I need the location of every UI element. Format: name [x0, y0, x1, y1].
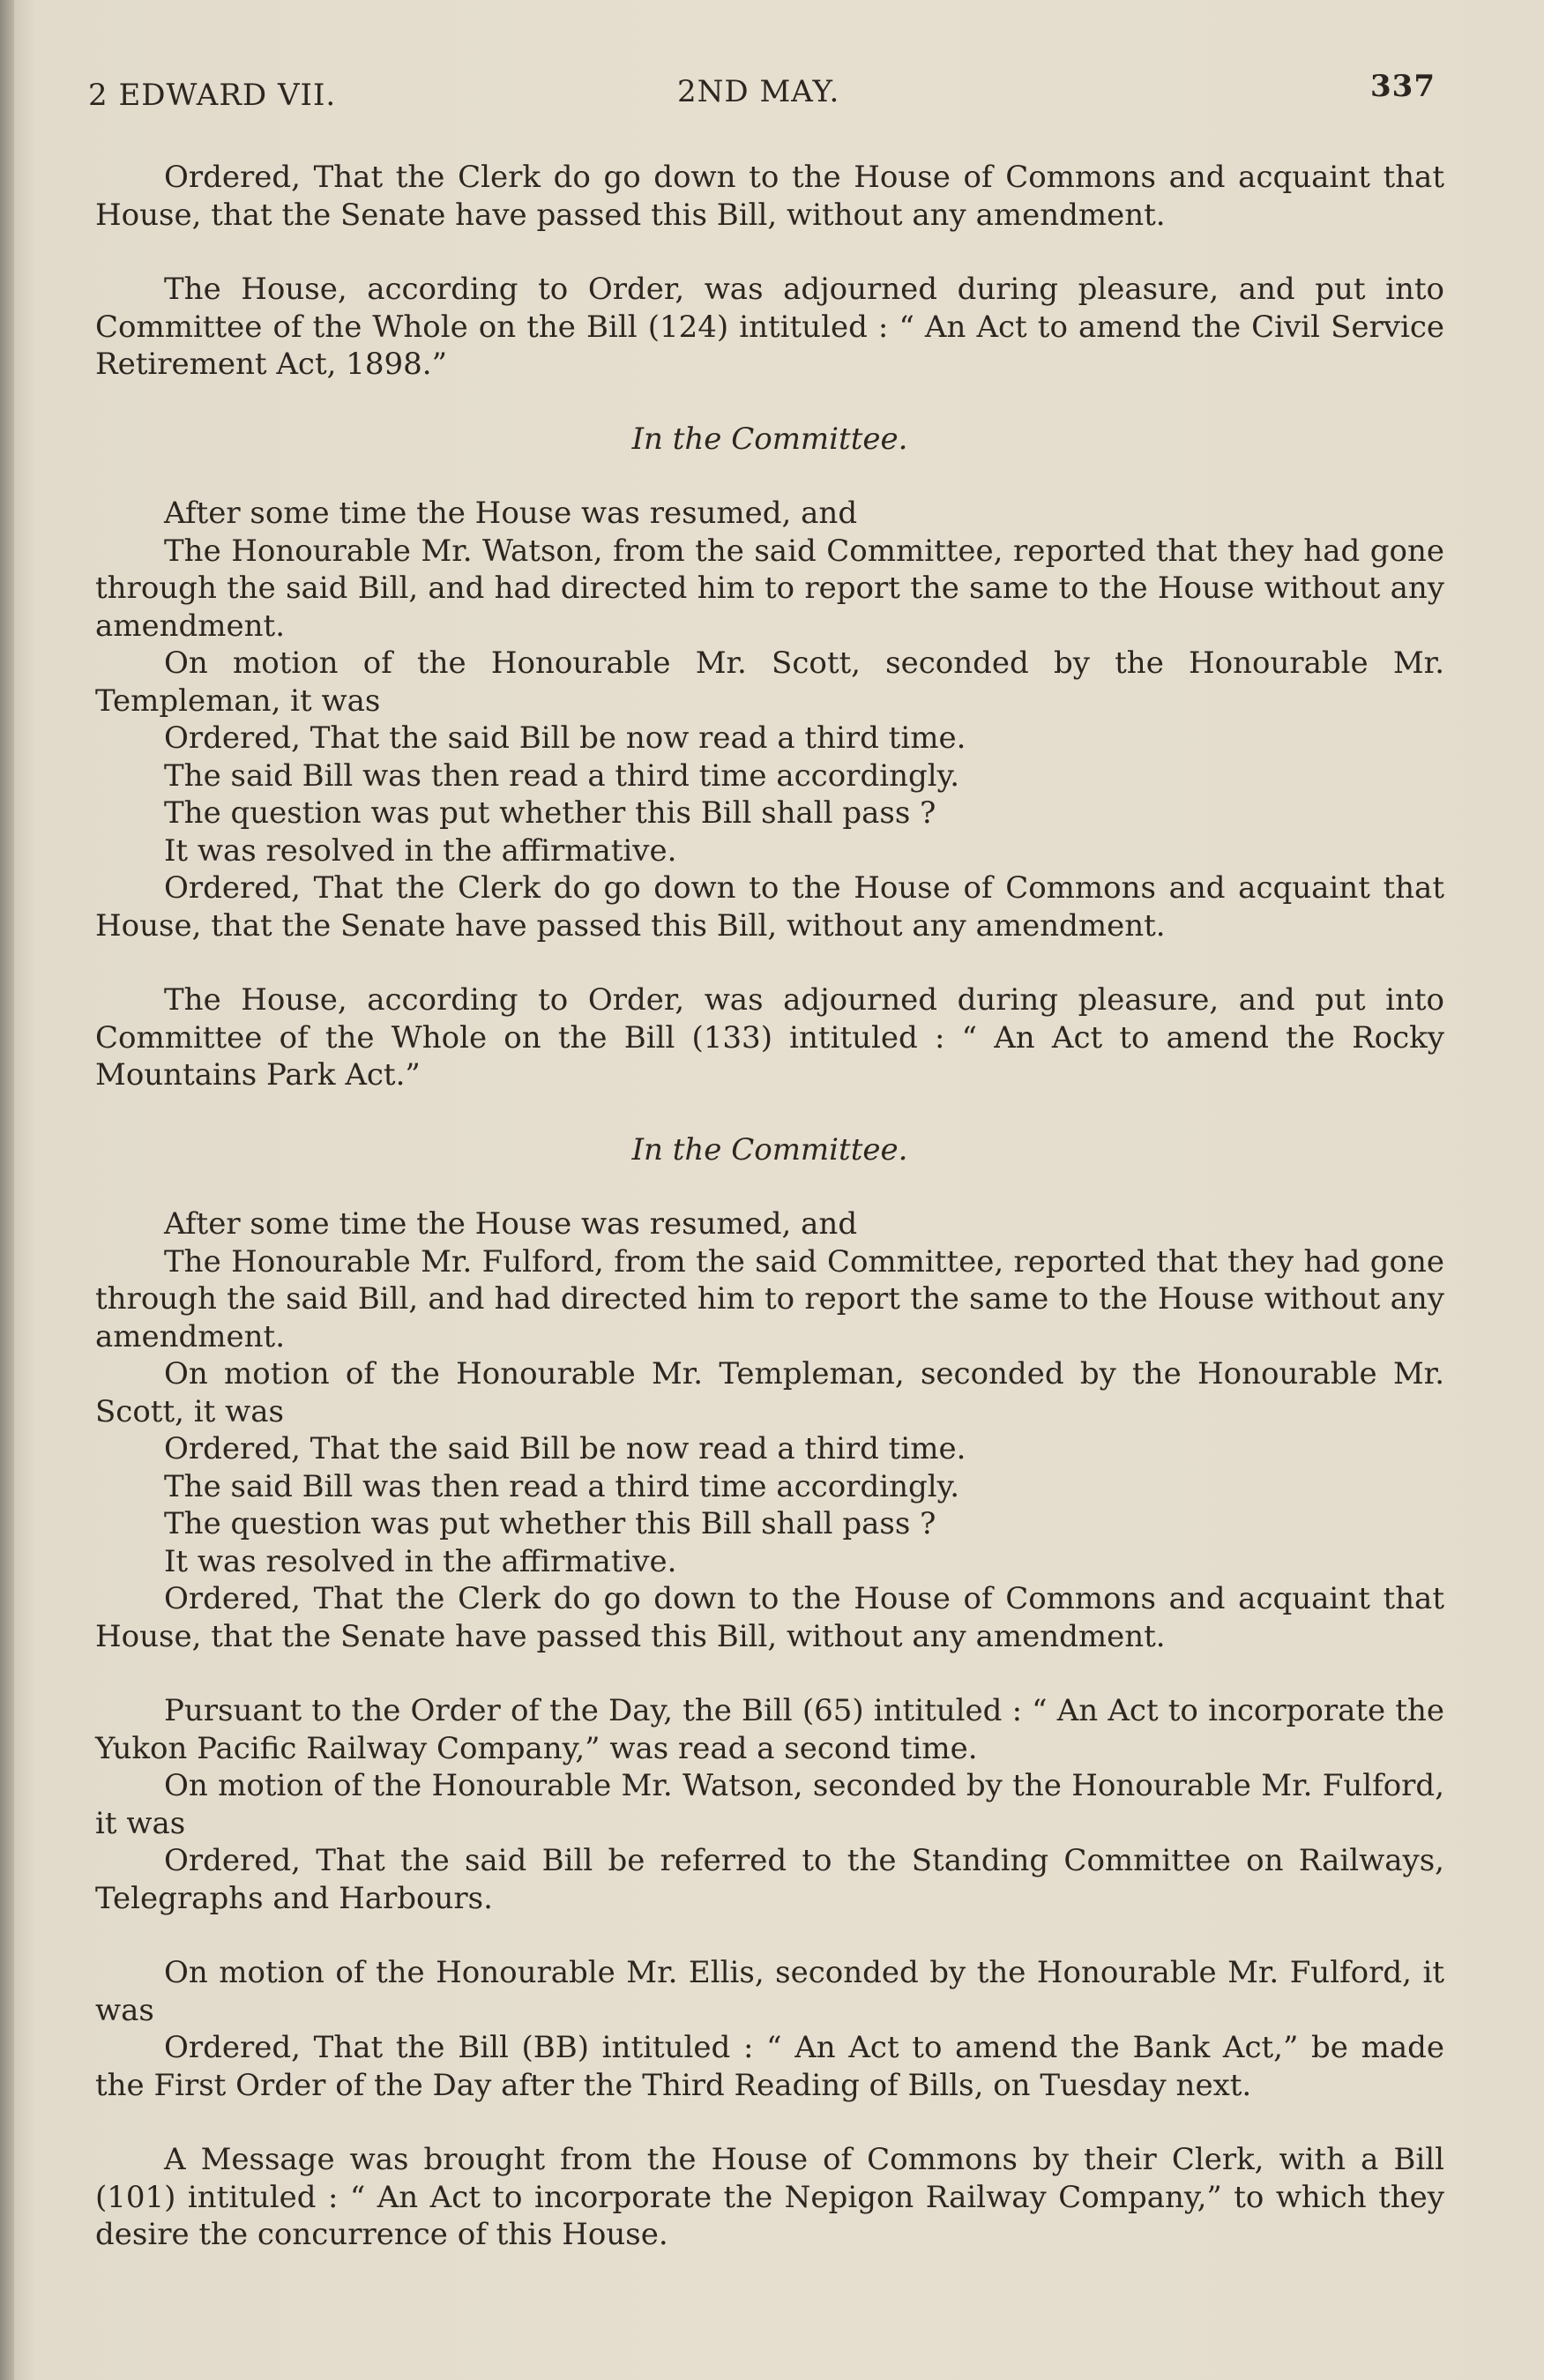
paragraph-gap	[95, 234, 1444, 271]
paragraph: After some time the House was resumed, and	[164, 1206, 858, 1242]
paragraph-gap	[95, 1168, 1444, 1205]
paragraph: The House, according to Order, was adjourned during pleasure, and put into Committee of the Whole on the Bill (124) intituled : “ An Act to amend the Civil Service Retirement Act, 1898.”	[95, 272, 1444, 382]
paragraph-gap	[95, 1917, 1444, 1954]
paragraph-gap	[95, 384, 1444, 421]
paragraph: The House, according to Order, was adjourned during pleasure, and put into Committee of the Whole on the Bill (133) intituled : “ An Act to amend the Rocky Mountains Park Act.”	[95, 982, 1444, 1093]
paragraph: Ordered, That the said Bill be referred to the Standing Committee on Railways, Telegraphs and Harbours.	[95, 1843, 1444, 1916]
page-header	[88, 69, 1446, 113]
paragraph: On motion of the Honourable Mr. Scott, seconded by the Honourable Mr. Templeman, it was	[95, 645, 1444, 719]
paragraph: On motion of the Honourable Mr. Ellis, seconded by the Honourable Mr. Fulford, it was	[95, 1955, 1444, 2028]
paragraph: The Honourable Mr. Watson, from the said Committee, reported that they had gone through the said Bill, and had directed him to report the same to the House without any amendment.	[95, 533, 1444, 644]
paragraph: On motion of the Honourable Mr. Templeman, seconded by the Honourable Mr. Scott, it was	[95, 1356, 1444, 1429]
header-regnal-year: 2 EDWARD VII.	[88, 78, 337, 113]
journal-body	[95, 159, 1444, 2254]
paragraph: It was resolved in the affirmative.	[164, 1543, 677, 1579]
paragraph: The question was put whether this Bill shall pass ?	[164, 1506, 936, 1541]
binding-gutter	[0, 0, 14, 2380]
paragraph: Ordered, That the said Bill be now read a third time.	[164, 1431, 966, 1466]
paragraph: The said Bill was then read a third time accordingly.	[164, 1468, 960, 1504]
paragraph-gap	[95, 1655, 1444, 1692]
paragraph: Pursuant to the Order of the Day, the Bill (65) intituled : “ An Act to incorporate the Yukon Pacific Railway Company,” was read a second time.	[95, 1693, 1444, 1766]
section-heading: In the Committee.	[631, 1131, 908, 1168]
paragraph-gap	[95, 944, 1444, 981]
paragraph: Ordered, That the Clerk do go down to the House of Commons and acquaint that House, that the Senate have passed this Bill, without any amendment.	[95, 160, 1444, 233]
paragraph: It was resolved in the affirmative.	[164, 832, 677, 869]
paragraph: A Message was brought from the House of Commons by their Clerk, with a Bill (101) intituled : “ An Act to incorporate the Nepigon Railway Company,” to which they desire the concurrence of this House.	[95, 2142, 1444, 2252]
paragraph: Ordered, That the Clerk do go down to the House of Commons and acquaint that House, that the Senate have passed this Bill, without any amendment.	[95, 870, 1444, 944]
paragraph: The Honourable Mr. Fulford, from the said Committee, reported that they had gone through the said Bill, and had directed him to report the same to the House without any amendment.	[95, 1243, 1444, 1354]
section-heading: In the Committee.	[631, 421, 908, 457]
paragraph: Ordered, That the Clerk do go down to the House of Commons and acquaint that House, that the Senate have passed this Bill, without any amendment.	[95, 1581, 1444, 1654]
paragraph-gap	[95, 2104, 1444, 2141]
paragraph: The said Bill was then read a third time accordingly.	[164, 757, 960, 794]
paragraph: The question was put whether this Bill shall pass ?	[164, 795, 936, 831]
paragraph: After some time the House was resumed, and	[164, 496, 858, 531]
paragraph: Ordered, That the Bill (BB) intituled : “ An Act to amend the Bank Act,” be made the First Order of the Day after the Third Reading of Bills, on Tuesday next.	[95, 2030, 1444, 2103]
paragraph-gap	[95, 1094, 1444, 1131]
paragraph: On motion of the Honourable Mr. Watson, seconded by the Honourable Mr. Fulford, it was	[95, 1768, 1444, 1841]
header-date: 2ND MAY.	[677, 74, 840, 109]
paragraph-gap	[95, 458, 1444, 495]
page-number: 337	[1370, 69, 1436, 104]
paragraph: Ordered, That the said Bill be now read a third time.	[164, 720, 966, 756]
